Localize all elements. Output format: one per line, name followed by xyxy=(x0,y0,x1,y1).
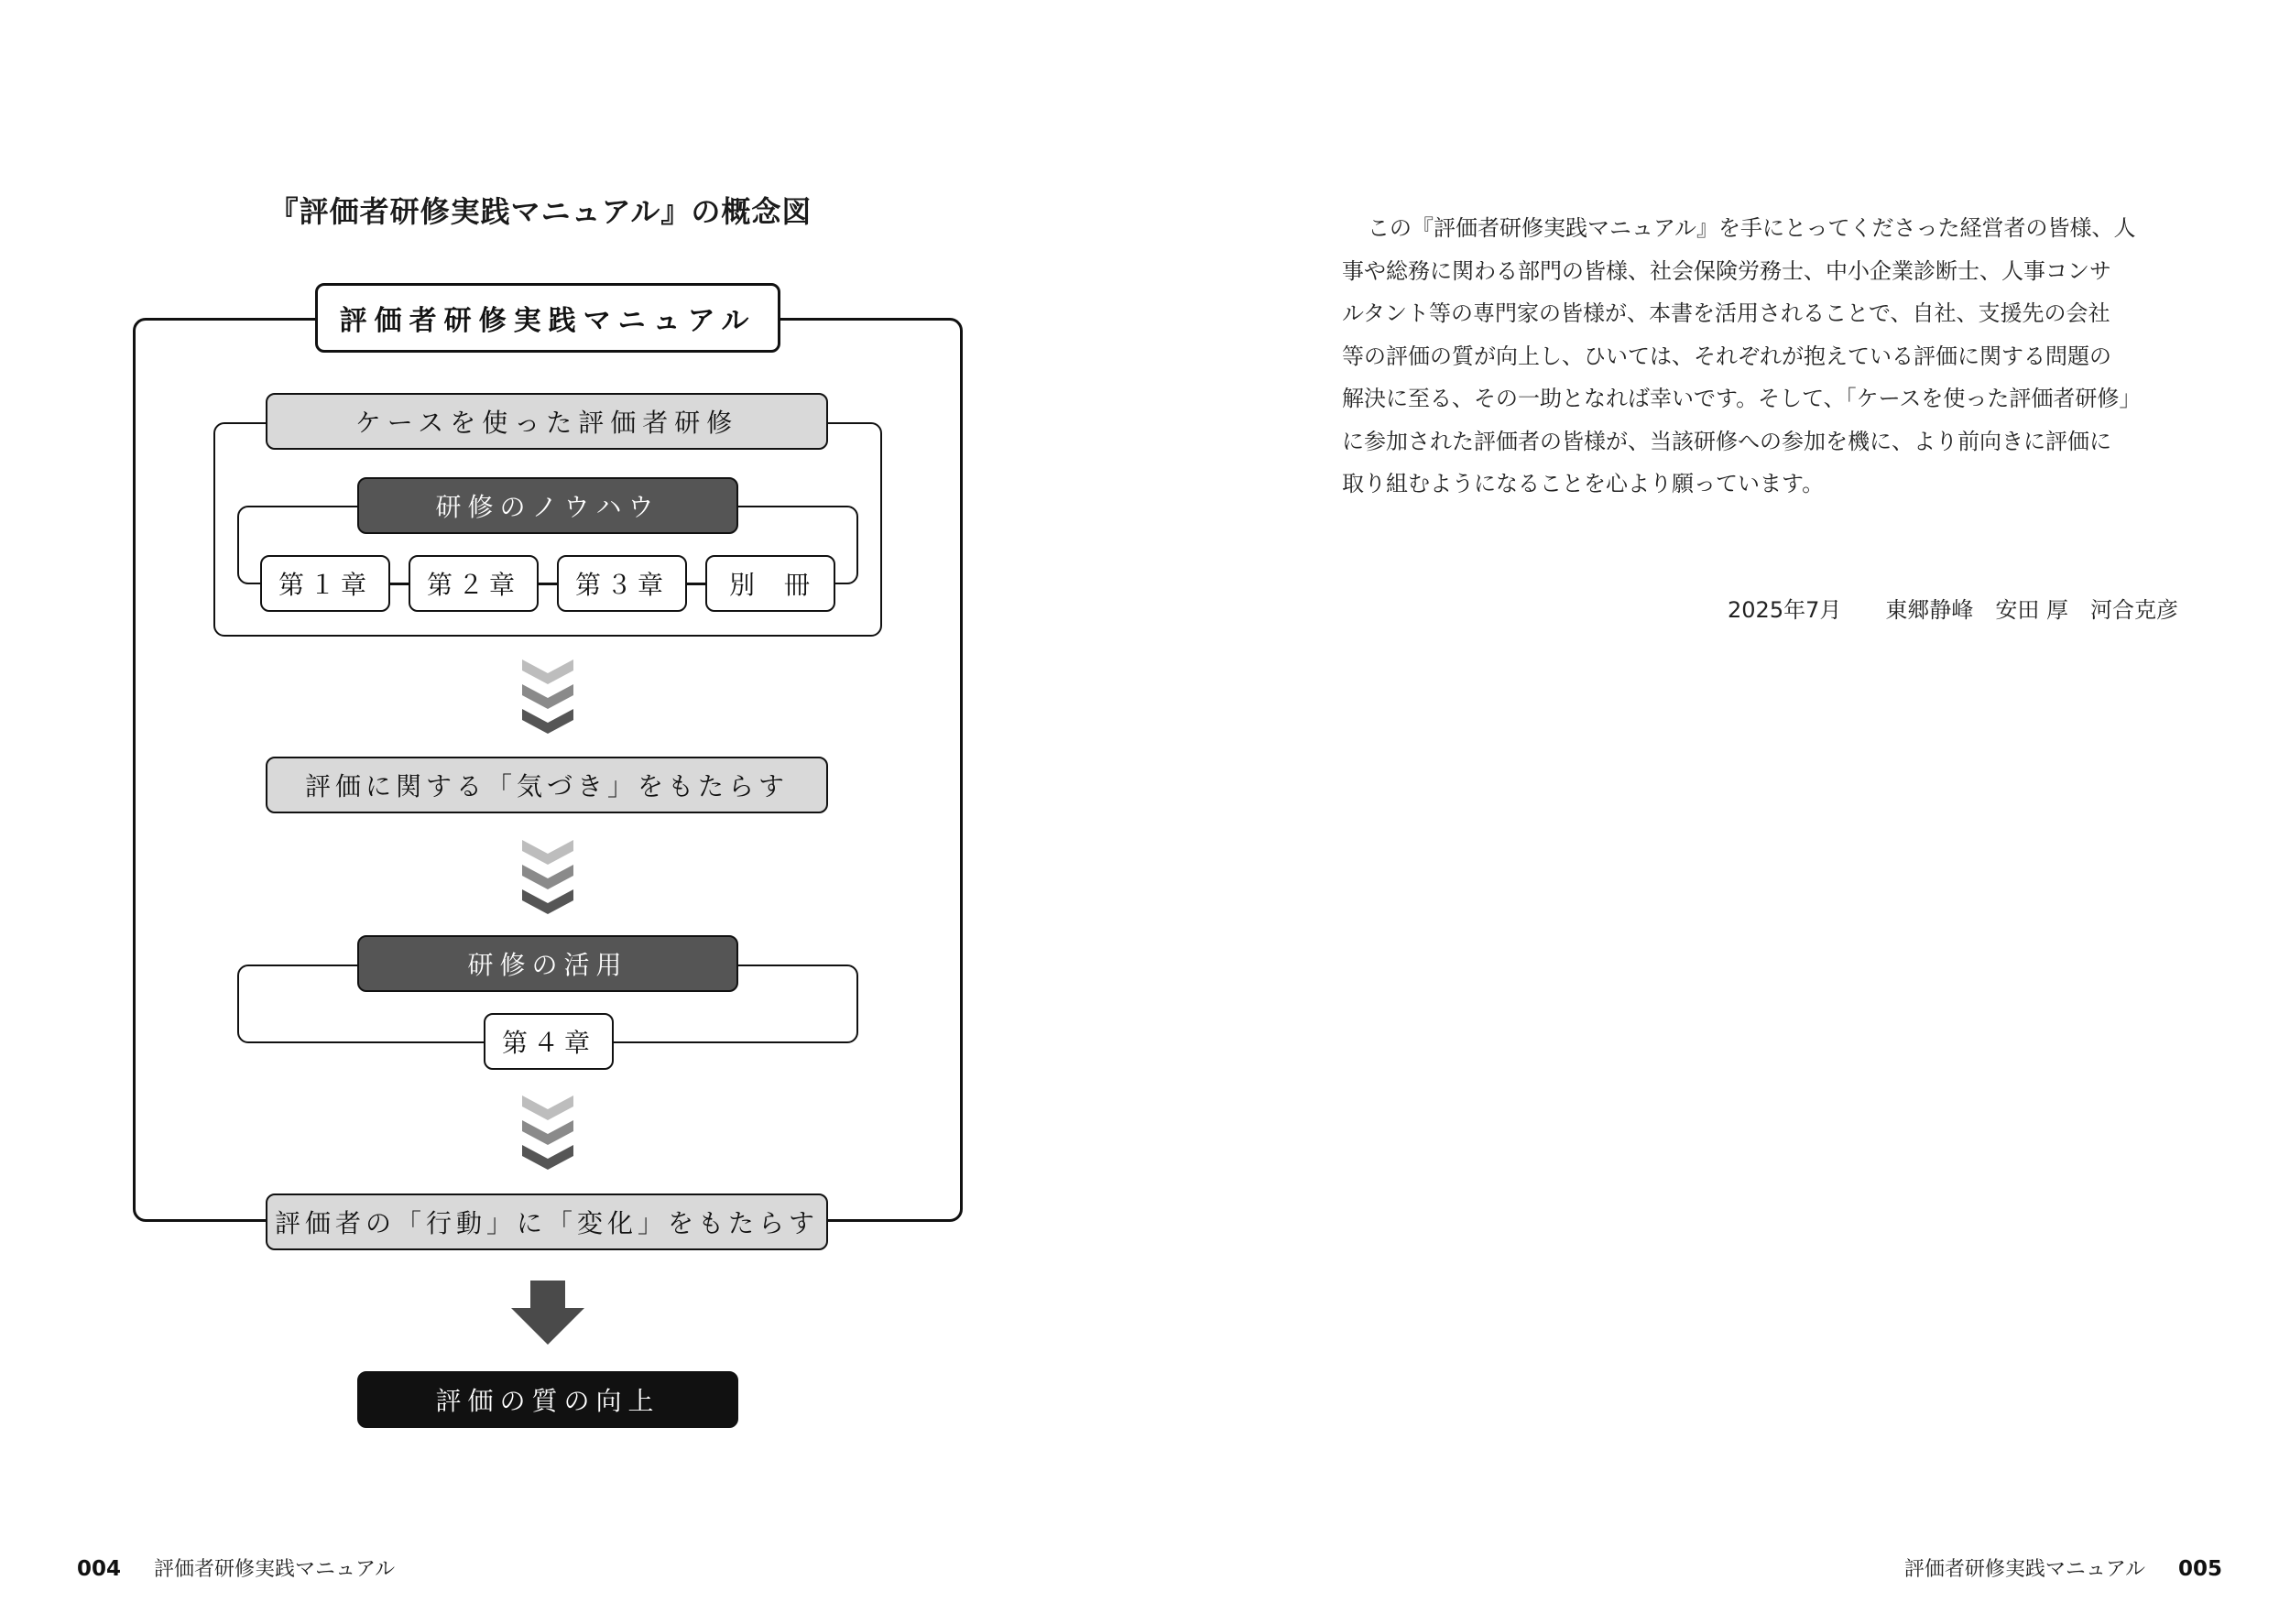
left-page-number: 004 xyxy=(77,1557,122,1581)
case-training-label: ケースを使った評価者研修 xyxy=(354,408,739,438)
chapter-connector xyxy=(389,583,409,585)
left-footer xyxy=(77,1553,395,1582)
left-running-title: 評価者研修実践マニュアル xyxy=(154,1558,396,1581)
intro-line: ルタント等の専門家の皆様が、本書を活用されることで、自社、支援先の会社 xyxy=(1342,300,2110,326)
diagram-title: 『評価者研修実践マニュアル』の概念図 xyxy=(268,194,812,229)
chapter-connector xyxy=(686,583,706,585)
chapter-connector xyxy=(538,583,558,585)
chapter-1-label: 第１章 xyxy=(278,570,372,600)
chevron-down-icon xyxy=(519,659,576,736)
result-label: 評価の質の向上 xyxy=(435,1386,660,1416)
chapter-4-label: 第４章 xyxy=(501,1028,595,1058)
chapter-3-box xyxy=(557,555,687,612)
arrow-down-icon xyxy=(510,1281,585,1345)
behavior-box xyxy=(266,1193,828,1250)
chapter-2-label: 第２章 xyxy=(426,570,520,600)
utilization-label: 研修の活用 xyxy=(467,950,628,980)
utilization-box xyxy=(357,935,738,992)
chevron-down-icon xyxy=(519,840,576,917)
appendix-box xyxy=(705,555,835,612)
root-manual-label: 評価者研修実践マニュアル xyxy=(339,305,757,337)
chapter-3-label: 第３章 xyxy=(574,570,669,600)
intro-line: 解決に至る、その一助となれば幸いです。そして、「ケースを使った評価者研修」 xyxy=(1342,386,2142,411)
case-training-box xyxy=(266,393,828,450)
intro-line: この『評価者研修実践マニュアル』を手にとってくださった経営者の皆様、人 xyxy=(1368,215,2136,241)
knowhow-box xyxy=(357,477,738,534)
intro-line: 事や総務に関わる部門の皆様、社会保険労務士、中小企業診断士、人事コンサ xyxy=(1342,257,2111,284)
chapter-2-box xyxy=(409,555,539,612)
appendix-label: 別 冊 xyxy=(728,570,812,600)
intro-line: 取り組むようになることを心より願っています。 xyxy=(1342,471,1825,496)
root-manual-box xyxy=(315,283,780,353)
behavior-label: 評価者の「行動」に「変化」をもたらす xyxy=(274,1208,819,1238)
knowhow-label: 研修のノウハウ xyxy=(435,492,660,522)
awareness-box xyxy=(266,757,828,813)
chevron-down-icon xyxy=(519,1095,576,1172)
intro-line: に参加された評価者の皆様が、当該研修への参加を機に、より前向きに評価に xyxy=(1342,428,2111,454)
intro-paragraph xyxy=(1342,207,2185,506)
awareness-label: 評価に関する「気づき」をもたらす xyxy=(304,771,789,801)
right-footer xyxy=(1904,1553,2222,1582)
intro-line: 等の評価の質が向上し、ひいては、それぞれが抱えている評価に関する問題の xyxy=(1342,343,2111,369)
right-running-title: 評価者研修実践マニュアル xyxy=(1903,1558,2145,1581)
chapter-4-box xyxy=(484,1013,614,1070)
signature: 2025年7月 東郷静峰 安田 厚 河合克彦 xyxy=(1728,597,2178,623)
right-page-number: 005 xyxy=(2177,1557,2222,1581)
result-box xyxy=(357,1371,738,1428)
chapter-1-box xyxy=(260,555,390,612)
